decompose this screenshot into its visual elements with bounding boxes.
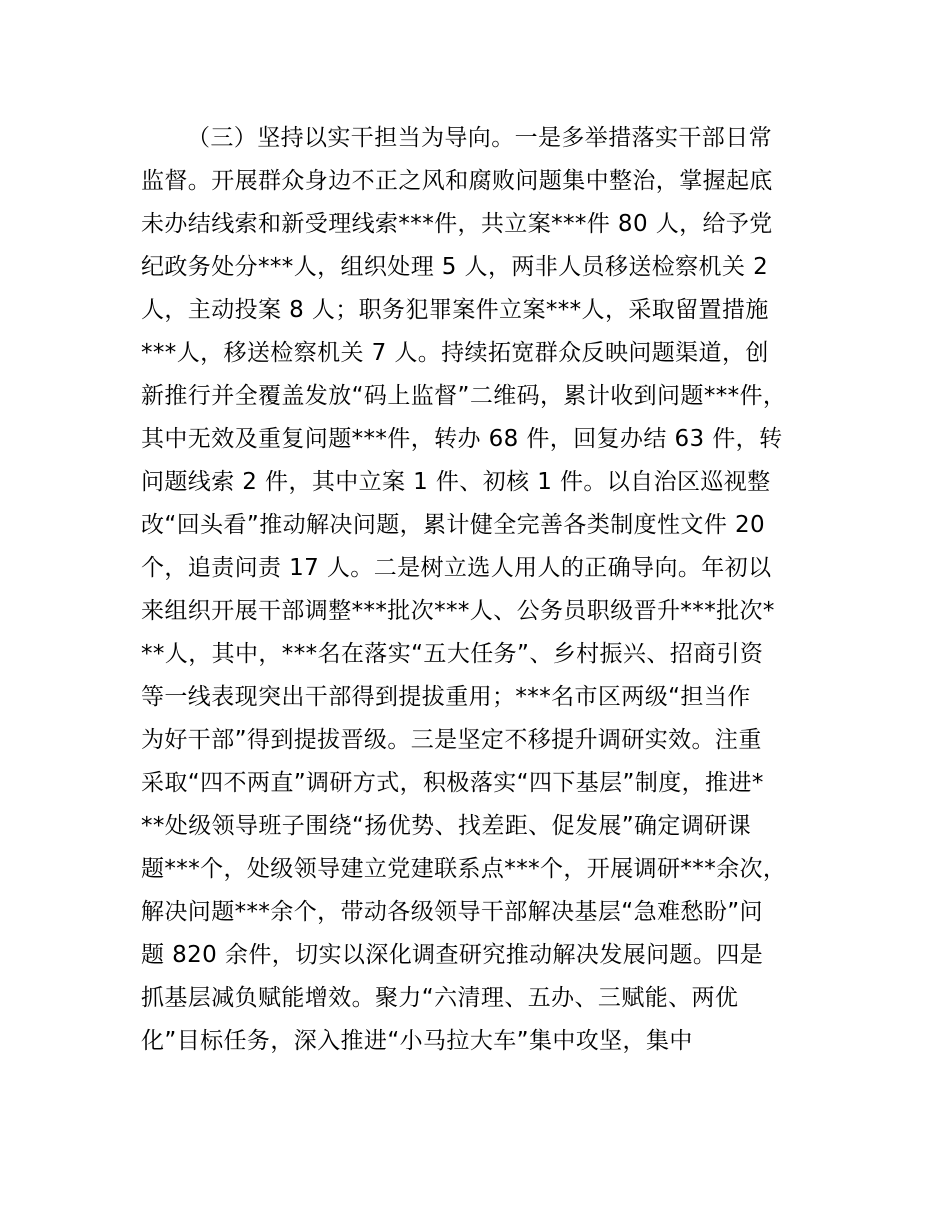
text-line: 为好干部”得到提拔晋级。三是坚定不移提升调研实效。注重 xyxy=(141,727,762,753)
paragraph xyxy=(141,117,841,1063)
text-line: 等一线表现突出干部得到提拔重用；***名市区两级“担当作 xyxy=(141,684,751,710)
text-line: 纪政务处分***人，组织处理 5 人，两非人员移送检察机关 2 xyxy=(141,254,769,280)
text-line: 新推行并全覆盖发放“码上监督”二维码，累计收到问题***件， xyxy=(141,383,787,409)
text-line: 其中无效及重复问题***件，转办 68 件，回复办结 63 件，转 xyxy=(141,426,783,452)
text-line: 改“回头看”推动解决问题，累计健全完善各类制度性文件 20 xyxy=(141,512,766,538)
text-line: **人，其中，***名在落实“五大任务”、乡村振兴、招商引资 xyxy=(141,641,764,667)
text-line: 抓基层减负赋能增效。聚力“六清理、五办、三赋能、两优 xyxy=(141,985,739,1011)
text-line: 监督。开展群众身边不正之风和腐败问题集中整治，掌握起底 xyxy=(141,168,773,194)
text-line: 个，追责问责 17 人。二是树立选人用人的正确导向。年初以 xyxy=(141,555,772,581)
text-line: 化”目标任务，深入推进“小马拉大车”集中攻坚，集中 xyxy=(141,1028,693,1054)
text-line: 解决问题***余个，带动各级领导干部解决基层“急难愁盼”问 xyxy=(141,899,763,925)
text-line: 采取“四不两直”调研方式，积极落实“四下基层”制度，推进* xyxy=(141,770,764,796)
text-line: 人，主动投案 8 人；职务犯罪案件立案***人，采取留置措施 xyxy=(141,297,769,323)
text-line: （三）坚持以实干担当为导向。一是多举措落实干部日常 xyxy=(187,125,772,151)
text-line: 来组织开展干部调整***批次***人、公务员职级晋升***批次* xyxy=(141,598,775,624)
text-line: 问题线索 2 件，其中立案 1 件、初核 1 件。以自治区巡视整 xyxy=(141,469,771,495)
text-line: 未办结线索和新受理线索***件，共立案***件 80 人，给予党 xyxy=(141,211,773,237)
text-line: ***人，移送检察机关 7 人。持续拓宽群众反映问题渠道，创 xyxy=(141,340,769,366)
text-line: 题***个，处级领导建立党建联系点***个，开展调研***余次， xyxy=(141,856,787,882)
text-line: **处级领导班子围绕“扬优势、找差距、促发展”确定调研课 xyxy=(141,813,752,839)
text-line: 题 820 余件，切实以深化调查研究推动解决发展问题。四是 xyxy=(141,942,764,968)
